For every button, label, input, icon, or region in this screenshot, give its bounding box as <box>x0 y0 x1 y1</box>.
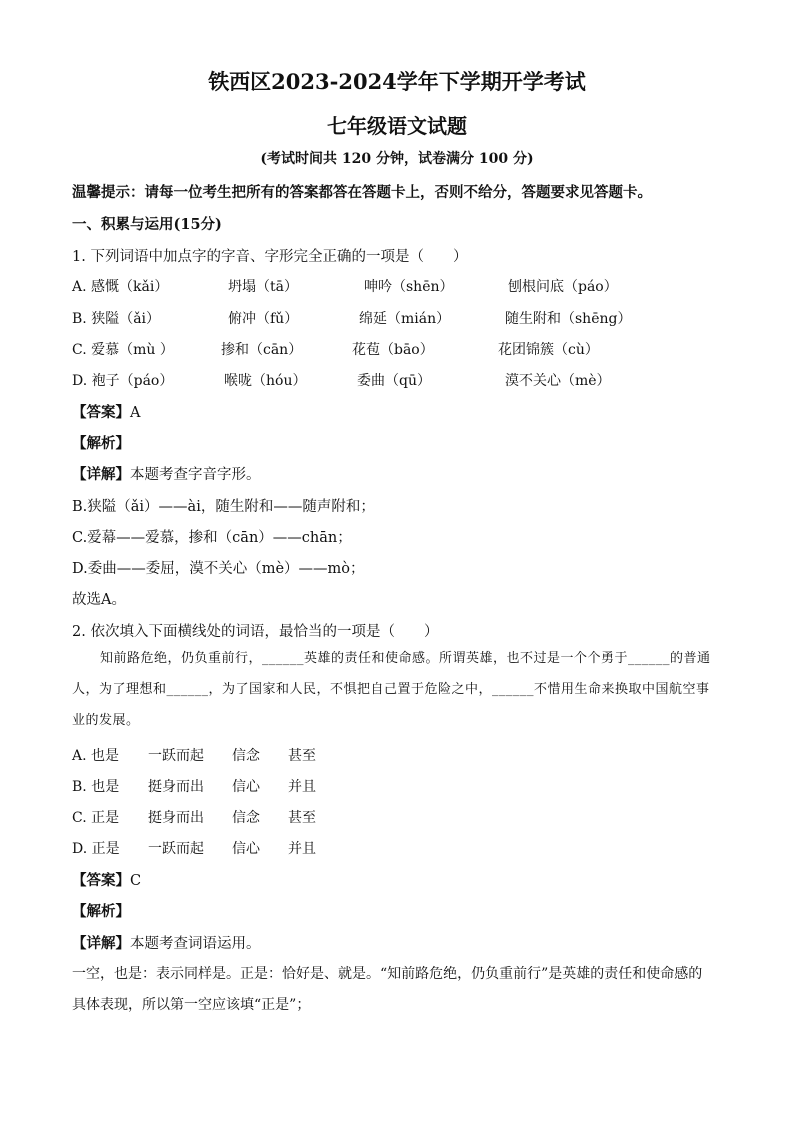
q2-option-cell: 并且 <box>288 779 316 795</box>
q1-explain-line: D.委曲——委屈，漠不关心（mè）——mò； <box>72 561 365 577</box>
q1-option-cell: C. 爱慕（mù ） <box>72 342 174 358</box>
passage-text: 知前路危绝，仍负重前行，______英雄的责任和使命感。所谓英雄，也不过是一个个勇于______的普通人，为了理想和______，为了国家和人民，不惧把自己置于危险之中，______不惜用生命来换取中国航空事业的发展。 <box>72 651 711 728</box>
q1-option-cell: 随生附和（shēng） <box>505 311 632 327</box>
q1-option-cell: 俯冲（fǔ） <box>228 311 299 327</box>
analysis-tag: 【解析】 <box>72 903 130 920</box>
detail-tag: 【详解】 <box>72 466 130 483</box>
q1-answer <box>72 401 140 422</box>
exam-title: 铁西区2023-2024学年下学期开学考试 <box>208 69 586 94</box>
q2-explain-line: 一空，也是：表示同样是。正是：恰好是、就是。“知前路危绝，仍负重前行”是英雄的责任和使命感的 <box>72 966 703 982</box>
q1-option-cell: 绵延（mián） <box>359 311 451 327</box>
q1-option-cell: 掺和（cān） <box>221 342 303 358</box>
q2-option-cell: 挺身而出 <box>148 810 204 826</box>
detail-text: 本题考查词语运用。 <box>130 936 261 952</box>
q1-option-cell: 呻吟（shēn） <box>364 279 454 295</box>
q2-option-cell: 信念 <box>232 810 260 826</box>
q2-option-cell: B. 也是 <box>72 779 120 795</box>
q1-option-cell: 漠不关心（mè） <box>505 373 611 389</box>
q2-analysis-tag <box>72 900 130 921</box>
q2-option-cell: A. 也是 <box>72 748 120 764</box>
q2-option-cell: 一跃而起 <box>148 748 204 764</box>
q2-option-cell: 信念 <box>232 748 260 764</box>
q1-option-cell: 花苞（bāo） <box>352 342 434 358</box>
q2-option-cell: 甚至 <box>288 748 316 764</box>
answer-tag: 【答案】 <box>72 872 130 889</box>
analysis-tag: 【解析】 <box>72 435 130 452</box>
question-2-stem: 2. 依次填入下面横线处的词语，最恰当的一项是（ ） <box>72 624 439 640</box>
q2-option-cell: 信心 <box>232 841 260 857</box>
answer-tag: 【答案】 <box>72 404 130 421</box>
q2-detail <box>72 932 261 953</box>
q1-explain-line: C.爱幕——爱慕，掺和（cān）——chān； <box>72 530 352 546</box>
q1-option-cell: 花团锦簇（cù） <box>498 342 599 358</box>
q2-option-cell: 信心 <box>232 779 260 795</box>
exam-subtitle: 七年级语文试题 <box>327 114 467 138</box>
question-1-stem: 1. 下列词语中加点字的字音、字形完全正确的一项是（ ） <box>72 249 468 265</box>
answer-value: A <box>130 405 141 421</box>
q1-option-cell: B. 狭隘（ǎi） <box>72 311 161 327</box>
q1-detail <box>72 463 261 484</box>
q2-option-cell: 甚至 <box>288 810 316 826</box>
q1-explain-line: 故选A。 <box>72 592 126 608</box>
q2-option-cell: C. 正是 <box>72 810 120 826</box>
q1-option-cell: 刨根问底（páo） <box>508 279 618 295</box>
q2-explain-line: 具体表现，所以第一空应该填“正是”； <box>72 997 311 1013</box>
q1-option-cell: 坍塌（tā） <box>228 279 298 295</box>
q1-option-cell: 喉咙（hóu） <box>224 373 307 389</box>
q2-option-cell: D. 正是 <box>72 841 120 857</box>
q2-option-cell: 挺身而出 <box>148 779 204 795</box>
detail-tag: 【详解】 <box>72 935 130 952</box>
q1-analysis-tag <box>72 432 130 453</box>
exam-info: (考试时间共 120 分钟，试卷满分 100 分) <box>260 151 534 167</box>
q1-option-cell: A. 感慨（kǎi） <box>72 279 169 295</box>
q1-option-cell: 委曲（qū） <box>357 373 431 389</box>
q1-explain-line: B.狭隘（ǎi）——ài，随生附和——随声附和； <box>72 499 375 515</box>
answer-value: C <box>130 873 142 889</box>
question-2-passage <box>72 643 722 736</box>
q2-option-cell: 一跃而起 <box>148 841 204 857</box>
section-heading: 一、积累与运用(15分) <box>72 216 222 233</box>
q2-answer <box>72 869 141 890</box>
detail-text: 本题考查字音字形。 <box>130 467 261 483</box>
q2-option-cell: 并且 <box>288 841 316 857</box>
q1-option-cell: D. 袍子（páo） <box>72 373 174 389</box>
tip-text: 温馨提示：请每一位考生把所有的答案都答在答题卡上，否则不给分，答题要求见答题卡。 <box>72 184 652 201</box>
